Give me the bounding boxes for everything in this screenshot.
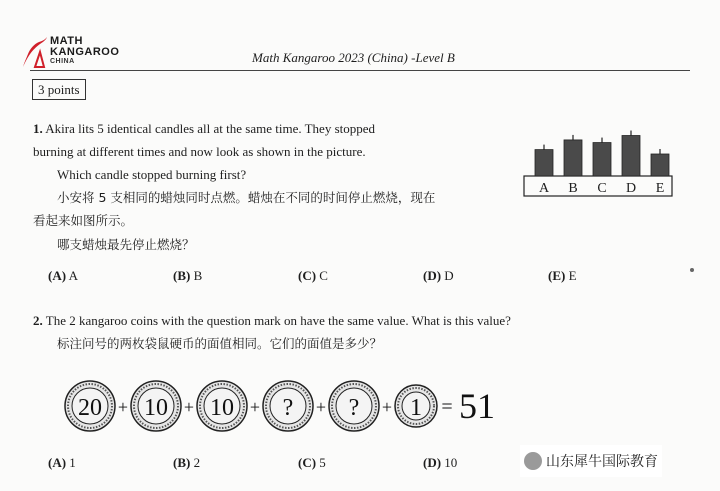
page-header-title: Math Kangaroo 2023 (China) -Level B: [252, 50, 455, 65]
q1-chinese-line3: 哪支蜡烛最先停止燃烧？: [57, 237, 195, 252]
candle-e: [651, 154, 669, 176]
candle-label: B: [568, 181, 578, 196]
q2-answer-a[interactable]: [48, 455, 76, 471]
candle-c: [593, 143, 611, 176]
candle-label: A: [538, 181, 550, 196]
coin-value: 10: [144, 395, 168, 421]
coin-10: [197, 381, 247, 431]
coin-unknown: [329, 381, 379, 431]
q1-chinese-line1: 小安将 5 支相同的蜡烛同时点燃。蜡烛在不同的时间停止燃烧，现在: [57, 190, 436, 205]
q1-answer-e[interactable]: [548, 268, 577, 284]
answer-letter: (B): [173, 455, 191, 470]
q2-answer-d[interactable]: [423, 455, 457, 471]
watermark-text: 山东犀牛国际教育: [546, 454, 658, 470]
candle-label: D: [625, 181, 637, 196]
logo-text-china: CHINA: [50, 58, 75, 65]
answer-text: E: [568, 268, 577, 283]
answer-letter: (A): [48, 268, 67, 283]
q1-text-line3: Which candle stopped burning first?: [57, 167, 247, 182]
answer-letter: (C): [298, 268, 317, 283]
equation-result: 51: [459, 386, 495, 426]
plus-sign: +: [381, 397, 393, 417]
coin-value: 10: [210, 395, 234, 421]
plus-sign: +: [315, 397, 327, 417]
points-section-label: 3 points: [32, 79, 86, 100]
wechat-icon: [524, 452, 542, 470]
q2-answer-b[interactable]: [173, 455, 200, 471]
coin-value: 20: [78, 395, 102, 421]
coins-equation-figure: [60, 378, 530, 434]
coin-10: [131, 381, 181, 431]
logo-text-math: MATH: [50, 35, 83, 47]
answer-text: 1: [69, 455, 76, 470]
answer-letter: (D): [423, 455, 442, 470]
equals-sign: =: [441, 396, 453, 418]
plus-sign: +: [117, 397, 129, 417]
logo-text-kangaroo: KANGAROO: [50, 46, 120, 58]
q1-line1: [33, 121, 375, 137]
answer-text: A: [68, 268, 78, 283]
q2-number: 2.: [33, 313, 43, 328]
coin-1: [395, 385, 437, 427]
q1-text-line2: burning at different times and now look as shown in the picture.: [33, 144, 366, 159]
page-mark: [690, 268, 694, 272]
candle-label: C: [597, 181, 607, 196]
answer-text: B: [193, 268, 203, 283]
candle-d: [622, 136, 640, 176]
candle-label: E: [655, 181, 665, 196]
coin-20: [65, 381, 115, 431]
q1-answer-c[interactable]: [298, 268, 328, 284]
q1-answers: [0, 268, 720, 286]
candle-b: [564, 140, 582, 176]
answer-text: 2: [193, 455, 201, 470]
coin-value: ?: [282, 395, 294, 421]
coin-value: ?: [348, 395, 360, 421]
kangaroo-logo-icon: [20, 34, 50, 70]
coin-unknown: [263, 381, 313, 431]
math-kangaroo-logo: [20, 34, 130, 70]
coin-value: 1: [410, 395, 422, 421]
candles-figure: [522, 126, 674, 198]
answer-text: 5: [319, 455, 326, 470]
answer-text: C: [319, 268, 328, 283]
q2-line1: [33, 313, 511, 329]
q2-chinese-line1: 标注问号的两枚袋鼠硬币的面值相同。它们的面值是多少？: [57, 336, 383, 351]
answer-text: 10: [444, 455, 458, 470]
q2-answer-c[interactable]: [298, 455, 326, 471]
plus-sign: +: [249, 397, 261, 417]
q1-chinese-line2: 看起来如图所示。: [33, 213, 134, 228]
answer-letter: (A): [48, 455, 67, 470]
wechat-watermark: [520, 445, 662, 477]
header-divider: [30, 70, 690, 71]
answer-text: D: [444, 268, 454, 283]
q2-text-line1: The 2 kangaroo coins with the question mark on have the same value. What is this value?: [45, 313, 511, 328]
q1-answer-a[interactable]: [48, 268, 78, 284]
answer-letter: (E): [548, 268, 566, 283]
q1-answer-d[interactable]: [423, 268, 454, 284]
answer-letter: (C): [298, 455, 317, 470]
answer-letter: (D): [423, 268, 442, 283]
candle-a: [535, 150, 553, 176]
q1-answer-b[interactable]: [173, 268, 202, 284]
q1-number: 1.: [33, 121, 43, 136]
q1-text-line1: Akira lits 5 identical candles all at the same time. They stopped: [45, 121, 376, 136]
plus-sign: +: [183, 397, 195, 417]
answer-letter: (B): [173, 268, 191, 283]
